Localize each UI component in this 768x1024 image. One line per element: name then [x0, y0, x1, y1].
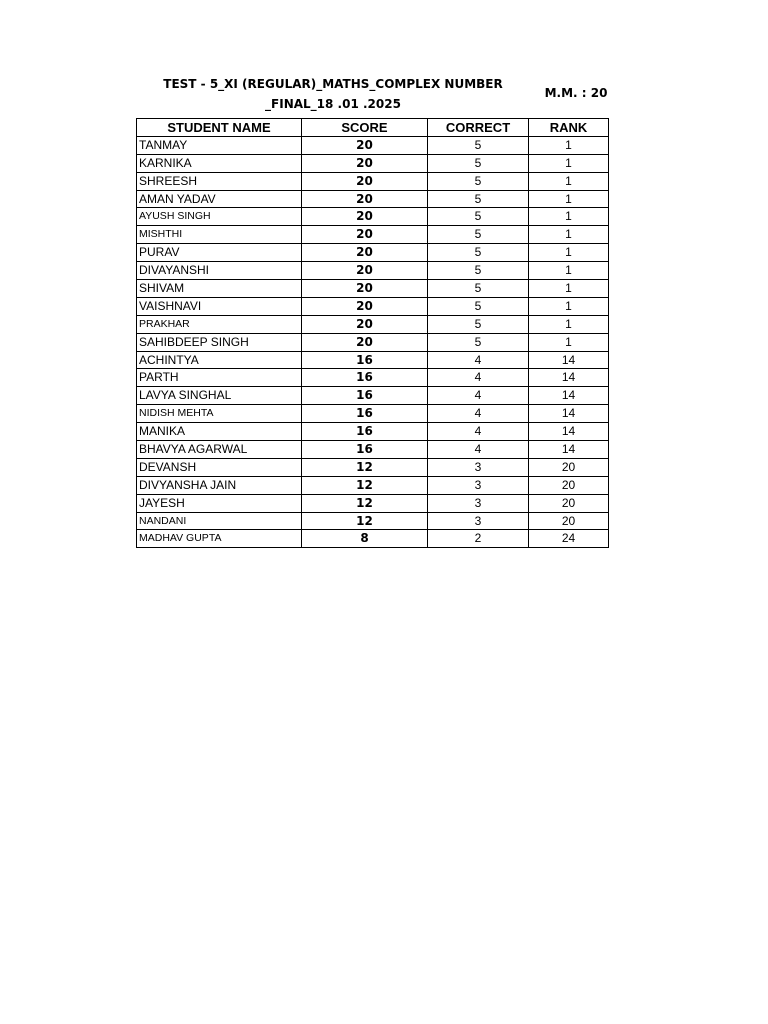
- score-cell: 16: [302, 351, 428, 369]
- table-row: [137, 387, 609, 405]
- table-row: [137, 351, 609, 369]
- correct-cell: 5: [428, 297, 529, 315]
- table-row: [137, 297, 609, 315]
- correct-cell: 5: [428, 136, 529, 154]
- rank-cell: 1: [529, 190, 609, 208]
- rank-cell: 1: [529, 333, 609, 351]
- correct-cell: 4: [428, 351, 529, 369]
- correct-cell: 5: [428, 333, 529, 351]
- score-cell: 20: [302, 244, 428, 262]
- score-cell: 16: [302, 369, 428, 387]
- max-marks: M.M. : 20: [544, 86, 608, 100]
- correct-cell: 5: [428, 172, 529, 190]
- document-title: [150, 74, 516, 114]
- correct-cell: 2: [428, 530, 529, 548]
- student-name: MADHAV GUPTA: [137, 530, 302, 548]
- rank-cell: 14: [529, 441, 609, 459]
- rank-cell: 24: [529, 530, 609, 548]
- student-name: PRAKHAR: [137, 315, 302, 333]
- table-body: [137, 136, 609, 547]
- student-name: SHIVAM: [137, 280, 302, 298]
- score-cell: 16: [302, 423, 428, 441]
- correct-cell: 4: [428, 405, 529, 423]
- column-header-correct: CORRECT: [428, 119, 529, 137]
- correct-cell: 3: [428, 512, 529, 530]
- table-row: [137, 315, 609, 333]
- correct-cell: 5: [428, 280, 529, 298]
- rank-cell: 14: [529, 351, 609, 369]
- correct-cell: 5: [428, 190, 529, 208]
- rank-cell: 1: [529, 154, 609, 172]
- table-row: [137, 333, 609, 351]
- student-name: TANMAY: [137, 136, 302, 154]
- table-row: [137, 512, 609, 530]
- student-name: ACHINTYA: [137, 351, 302, 369]
- student-name: JAYESH: [137, 494, 302, 512]
- student-name: SAHIBDEEP SINGH: [137, 333, 302, 351]
- title-line-2: _FINAL_18 .01 .2025: [265, 97, 401, 111]
- rank-cell: 20: [529, 494, 609, 512]
- score-cell: 20: [302, 190, 428, 208]
- rank-cell: 20: [529, 512, 609, 530]
- header-row: [137, 119, 609, 137]
- correct-cell: 5: [428, 315, 529, 333]
- table-row: [137, 423, 609, 441]
- table-row: [137, 441, 609, 459]
- column-header-score: SCORE: [302, 119, 428, 137]
- rank-cell: 1: [529, 208, 609, 226]
- score-cell: 16: [302, 405, 428, 423]
- student-name: DIVYANSHA JAIN: [137, 476, 302, 494]
- student-name: PARTH: [137, 369, 302, 387]
- score-cell: 20: [302, 315, 428, 333]
- rank-cell: 14: [529, 423, 609, 441]
- score-cell: 16: [302, 387, 428, 405]
- correct-cell: 4: [428, 387, 529, 405]
- student-name: PURAV: [137, 244, 302, 262]
- student-name: NIDISH MEHTA: [137, 405, 302, 423]
- student-name: MANIKA: [137, 423, 302, 441]
- score-cell: 20: [302, 136, 428, 154]
- score-cell: 12: [302, 494, 428, 512]
- student-name: VAISHNAVI: [137, 297, 302, 315]
- correct-cell: 5: [428, 244, 529, 262]
- rank-cell: 1: [529, 262, 609, 280]
- table-row: [137, 154, 609, 172]
- results-table: [136, 118, 609, 548]
- table-row: [137, 369, 609, 387]
- student-name: NANDANI: [137, 512, 302, 530]
- student-name: LAVYA SINGHAL: [137, 387, 302, 405]
- rank-cell: 1: [529, 172, 609, 190]
- student-name: AMAN YADAV: [137, 190, 302, 208]
- student-name: KARNIKA: [137, 154, 302, 172]
- title-line-1: TEST - 5_XI (REGULAR)_MATHS_COMPLEX NUMBER: [163, 77, 503, 91]
- student-name: DIVAYANSHI: [137, 262, 302, 280]
- table-row: [137, 476, 609, 494]
- rank-cell: 20: [529, 476, 609, 494]
- table-row: [137, 172, 609, 190]
- score-cell: 8: [302, 530, 428, 548]
- correct-cell: 5: [428, 208, 529, 226]
- score-cell: 20: [302, 154, 428, 172]
- table-row: [137, 458, 609, 476]
- table-row: [137, 530, 609, 548]
- correct-cell: 5: [428, 262, 529, 280]
- score-cell: 20: [302, 280, 428, 298]
- student-name: AYUSH SINGH: [137, 208, 302, 226]
- rank-cell: 1: [529, 244, 609, 262]
- correct-cell: 4: [428, 441, 529, 459]
- correct-cell: 4: [428, 423, 529, 441]
- rank-cell: 14: [529, 369, 609, 387]
- score-cell: 20: [302, 226, 428, 244]
- rank-cell: 20: [529, 458, 609, 476]
- correct-cell: 3: [428, 476, 529, 494]
- correct-cell: 4: [428, 369, 529, 387]
- table-row: [137, 190, 609, 208]
- table-row: [137, 244, 609, 262]
- score-cell: 12: [302, 476, 428, 494]
- rank-cell: 1: [529, 280, 609, 298]
- rank-cell: 14: [529, 387, 609, 405]
- correct-cell: 5: [428, 226, 529, 244]
- score-cell: 12: [302, 458, 428, 476]
- rank-cell: 1: [529, 226, 609, 244]
- correct-cell: 3: [428, 458, 529, 476]
- table-row: [137, 494, 609, 512]
- rank-cell: 1: [529, 315, 609, 333]
- rank-cell: 1: [529, 136, 609, 154]
- table-row: [137, 136, 609, 154]
- correct-cell: 5: [428, 154, 529, 172]
- rank-cell: 14: [529, 405, 609, 423]
- table-row: [137, 280, 609, 298]
- score-cell: 16: [302, 441, 428, 459]
- table-row: [137, 262, 609, 280]
- correct-cell: 3: [428, 494, 529, 512]
- student-name: BHAVYA AGARWAL: [137, 441, 302, 459]
- table-row: [137, 405, 609, 423]
- score-cell: 20: [302, 333, 428, 351]
- score-cell: 12: [302, 512, 428, 530]
- score-cell: 20: [302, 297, 428, 315]
- column-header-student-name: STUDENT NAME: [137, 119, 302, 137]
- student-name: MISHTHI: [137, 226, 302, 244]
- score-cell: 20: [302, 172, 428, 190]
- score-cell: 20: [302, 208, 428, 226]
- student-name: SHREESH: [137, 172, 302, 190]
- table-row: [137, 208, 609, 226]
- table-row: [137, 226, 609, 244]
- column-header-rank: RANK: [529, 119, 609, 137]
- student-name: DEVANSH: [137, 458, 302, 476]
- rank-cell: 1: [529, 297, 609, 315]
- score-cell: 20: [302, 262, 428, 280]
